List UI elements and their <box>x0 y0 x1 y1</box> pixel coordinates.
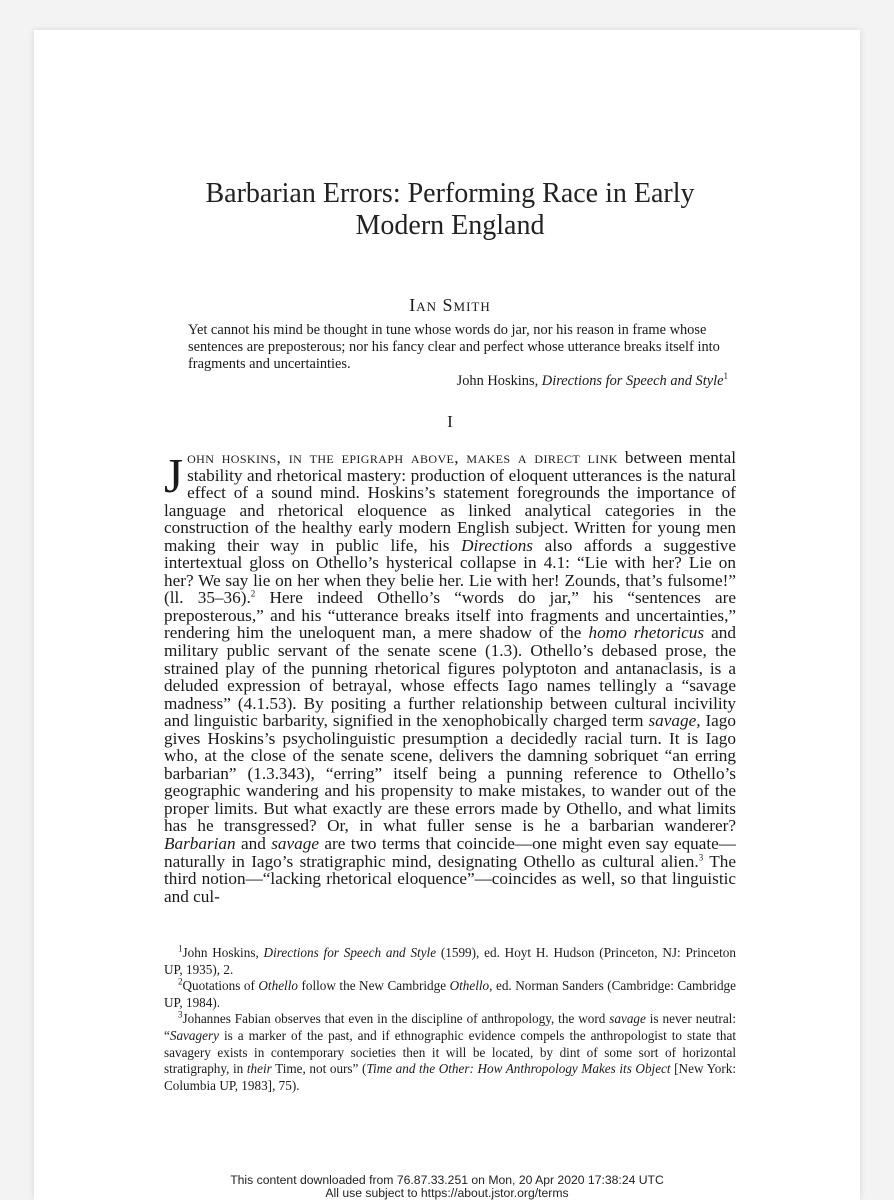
footnote-text: [New York: Columbia UP, 1983], 75). <box>164 1061 737 1093</box>
footnote-text: follow the New Cambridge <box>297 978 450 994</box>
footnote-ref-3[interactable]: 3 <box>698 851 704 862</box>
footnote-ref-2[interactable]: 2 <box>250 588 256 599</box>
footnote-italic: savage <box>609 1011 646 1027</box>
body-text: The third notion—“lacking rhetorical eloquence”—coincides as well, so that linguistic and cul- <box>164 851 736 906</box>
epigraph-attribution <box>188 373 728 390</box>
author-name: Ian Smith <box>409 295 491 315</box>
footnote-3 <box>164 1011 736 1094</box>
footnote-number: 1 <box>178 943 183 954</box>
footnote-italic: Time and the Other: How Anthropology Makes its Object <box>366 1061 671 1077</box>
body-italic: homo rhetoricus <box>588 623 705 643</box>
body-paragraph <box>164 449 736 905</box>
body-italic: Barbarian <box>164 834 236 854</box>
footnote-text: (1599), ed. Hoyt H. Hudson (Princeton, NJ: Princeton UP, 1935), 2. <box>164 945 736 977</box>
footnote-italic: Othello <box>449 978 490 994</box>
epigraph-author: John Hoskins, <box>456 373 542 389</box>
lead-in-text: ohn hoskins, in the epigraph above, makes a direct link <box>187 448 618 467</box>
body-italic: savage, <box>648 711 701 731</box>
drop-cap: J <box>164 448 184 503</box>
body-italic: savage <box>271 834 319 854</box>
download-notice <box>0 1174 894 1200</box>
footnote-text: is never neutral: “ <box>164 1011 737 1043</box>
footnote-number: 2 <box>178 976 183 987</box>
body-text: between mental stability and rhetorical mastery: production of eloquent utterances is the natural effect of a sound mind. Hoskins’s statement foregrounds the importance of language and rhetorical eloquence as linked analytical categories in the construction of the healthy early modern English subject. Written for young men making their way in public life, his <box>164 448 736 555</box>
body-text: also affords a suggestive intertextual gloss on Othello’s hysterical collapse in 4.1: “Lie with her? Lie on her? We say lie on her when they belie her. Lie with her! Zounds, that’s fulsome!” (ll. 35–36). <box>164 535 736 608</box>
epigraph-work: Directions for Speech and Style <box>541 373 724 389</box>
title-line-2: Modern England <box>355 210 545 241</box>
footnote-1 <box>164 945 736 978</box>
footnote-2 <box>164 978 736 1011</box>
footnote-italic: their <box>246 1061 272 1077</box>
footnote-text: Quotations of <box>182 978 259 994</box>
body-text: Iago gives Hoskins’s psycholinguistic presumption a decidedly racial turn. It is Iago who, at the close of the senate scene, delivers the damning sobriquet “an erring barbarian” (1.3.343), “erring” itself being a punning reference to Othello’s geographic wandering and his propensity to make mistakes, to wander out of the proper limits. But what exactly are these errors made by Othello, and what limits has he transgressed? Or, in what fuller sense is he a barbarian wanderer? <box>164 711 736 836</box>
download-info: This content downloaded from 76.87.33.251 on Mon, 20 Apr 2020 17:38:24 UTC <box>230 1173 664 1187</box>
footnote-italic: Savagery <box>169 1027 219 1043</box>
section-number: I <box>447 412 453 431</box>
footnote-ref-1[interactable]: 1 <box>723 371 728 382</box>
footnote-text: Johannes Fabian observes that even in the discipline of anthropology, the word <box>182 1011 610 1027</box>
footnote-italic: Directions for Speech and Style <box>263 945 437 960</box>
footnote-italic: Othello <box>258 978 298 994</box>
footnote-number: 3 <box>178 1009 183 1020</box>
body-italic: Directions <box>461 535 533 555</box>
body-text: Here indeed Othello’s “words do jar,” his “sentences are preposterous,” and his “utterance breaks itself into fragments and uncertainties,” rendering him the uneloquent man, a mere shadow of the <box>164 588 736 643</box>
footnote-text: Time, not ours” ( <box>271 1061 367 1077</box>
footnote-text: John Hoskins, <box>182 945 264 960</box>
footnote-text: is a marker of the past, and if ethnographic evidence compels the anthropologist to state that savagery exists in contemporary societies then it will be located, by dint of some sort of horizontal stratigraphy, in <box>164 1027 736 1077</box>
body-text: and military public servant of the senate scene (1.3). Othello’s debased prose, the strained play of the punning rhetorical figures polyptoton and antanaclasis, is a deluded expression of betrayal, whose effects Iago names tellingly a “savage madness” (4.1.53). By positing a further relationship between cultural incivility and linguistic barbarity, signified in the xenophobically charged term <box>164 623 736 731</box>
epigraph <box>188 322 728 390</box>
body-text: are two terms that coincide—one might even say equate—naturally in Iago’s stratigraphic mind, designating Othello as cultural alien. <box>164 834 736 871</box>
article-title <box>100 178 800 242</box>
title-line-1: Barbarian Errors: Performing Race in Early <box>205 178 695 209</box>
terms-link[interactable]: All use subject to https://about.jstor.org/terms <box>325 1186 569 1200</box>
footnotes <box>164 945 736 1094</box>
epigraph-text: Yet cannot his mind be thought in tune whose words do jar, nor his reason in frame whose sentences are preposterous; nor his fancy clear and perfect whose utterance breaks itself into fragments and uncertainties. <box>188 322 720 372</box>
footnote-text: , ed. Norman Sanders (Cambridge: Cambridge UP, 1984). <box>164 978 736 1010</box>
body-text: and <box>235 834 272 854</box>
